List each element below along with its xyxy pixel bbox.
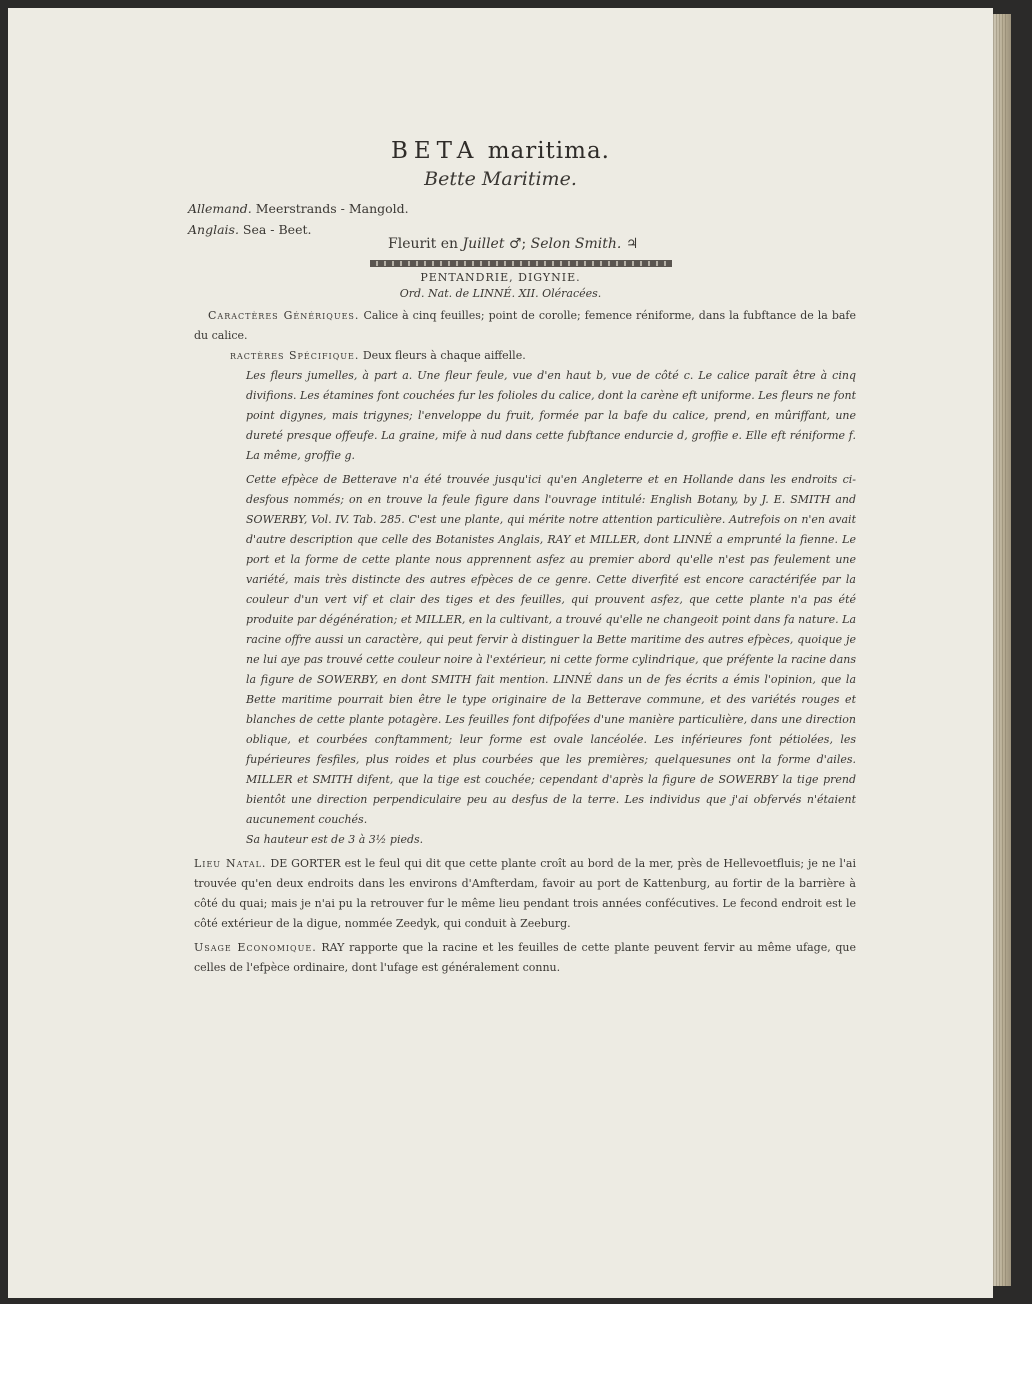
usage-heading: Usage Economique. xyxy=(194,941,317,954)
generic-heading: Caractères Génériques. xyxy=(208,309,360,322)
height-paragraph: Sa hauteur est de 3 à 3½ pieds. xyxy=(246,833,424,846)
usage-text: RAY rapporte que la racine et les feuilles de cette plante peuvent fervir au même ufage, que celles de l'efpèce ordinaire, dont l'ufage est généralement connu. xyxy=(194,941,857,974)
name-english-value: Sea - Beet. xyxy=(242,222,312,237)
page-title xyxy=(8,138,993,164)
habitat-text: DE GORTER est le feul qui dit que cette plante croît au bord de la mer, près de Hellevoetfluis; je ne l'ai trouvée qu'en deux endroits dans les environs d'Amfterdam, favoir au port de Kattenburg, au fortir de la barrière à côté du quai; mais je n'ai pu la retrouver fur le même lieu pendant trois années confécutives. Le fecond endroit est le côté extérieur de la digue, nommée Zeedyk, qui conduit à Zeeburg. xyxy=(194,857,856,930)
description-paragraph: Les fleurs jumelles, à part a. Une fleur feule, vue d'en haut b, vue de côté c. Le calice paraît être à cinq divifions. Les étamines font couchées fur les folioles du calice, dont la carène eft uniforme. Les fleurs ne font point digynes, mais trigynes; l'enveloppe du fruit, formée par la bafe du calice, prend, en mûriffant, une dureté presque offeufe. La graine, mife à nud dans cette fubftance endurcie d, groffie e. Elle eft réniforme f. La même, groffie g. xyxy=(246,369,856,462)
book-page xyxy=(8,8,993,1298)
name-german xyxy=(188,198,409,219)
name-german-value: Meerstrands - Mangold. xyxy=(255,201,409,216)
habitat-paragraph xyxy=(194,854,856,934)
discussion-paragraph: Cette efpèce de Betterave n'a été trouvée jusqu'ici qu'en Angleterre et en Hollande dans les endroits ci-desfous nommés; on en trouve la feule figure dans l'ouvrage intitulé: English Botany, by J. E. SMITH and SOWERBY, Vol. IV. Tab. 285. C'est une plante, qui mérite notre attention particulière. Autrefois on n'en avait d'autre description que celle des Botanistes Anglais, RAY et MILLER, dont LINNÉ a emprunté la fienne. Le port et la forme de cette plante nous apprennent asfez au premier abord qu'elle n'est pas feulement une variété, mais très distincte des autres efpèces de ce genre. Cette diverfité est encore caractérifée par la couleur d'un vert vif et clair des tiges et des feuilles, qui prouvent asfez, que cette plante n'a pas été produite par dégénération; et MILLER, en la cultivant, a trouvé qu'elle ne changeoit point dans fa nature. La racine offre aussi un caractère, qui peut fervir à distinguer la Bette maritime des autres efpèces, quoique je ne lui aye pas trouvé cette couleur noire à l'extérieur, ni cette forme cylindrique, que préfente la racine dans la figure de SOWERBY, en dont SMITH fait mention. LINNÉ dans un de fes écrits a émis l'opinion, que la Bette maritime pourrait bien être le type originaire de la Betterave commune, et des variétés rouges et blanches de cette plante potagère. Les feuilles font difpofées d'une manière particulière, dans une direction oblique, et courbées conftamment; leur forme est ovale lancéolée. Les inférieures font pétiolées, les fupérieures fesfiles, plus roides et plus courbées que les premières; quelquesunes ont la forme d'ailes. MILLER et SMITH difent, que la tige est couchée; cependant d'après la figure de SOWERBY la tige prend bientôt une direction perpendiculaire peu au desfus de la terre. Les individus que j'ai obfervés n'étaient aucunement couchés. xyxy=(246,473,856,826)
flowering-line xyxy=(388,236,638,252)
decorative-rule xyxy=(370,260,672,267)
generic-characters xyxy=(194,306,856,346)
common-names xyxy=(188,198,409,240)
specific-heading: ractères Spécifique. xyxy=(230,349,360,362)
specific-characters xyxy=(194,346,856,366)
flowering-month: Juillet xyxy=(462,236,505,252)
body-text xyxy=(194,306,856,978)
usage-paragraph xyxy=(194,938,856,978)
flowering-source: Selon Smith. xyxy=(530,236,622,252)
specific-text: Deux fleurs à chaque aiffelle. xyxy=(362,349,526,362)
flowering-pre: Fleurit en xyxy=(388,236,459,252)
flowering-symbol-male: ♂; xyxy=(508,236,527,252)
name-english xyxy=(188,219,409,240)
flowering-symbol-perennial: ♃ xyxy=(625,236,639,252)
classification-line-1: PENTANDRIE, DIGYNIE. xyxy=(420,271,581,284)
page-subtitle: Bette Maritime. xyxy=(424,168,577,190)
title-genus: BETA xyxy=(390,138,480,164)
lang-english: Anglais. xyxy=(188,222,239,237)
page-stack-lines xyxy=(993,14,1007,1286)
lang-german: Allemand. xyxy=(188,201,252,216)
title-species: maritima. xyxy=(487,138,610,164)
generic-text: Calice à cinq feuilles; point de corolle; femence réniforme, dans la fubftance de la bafe du calice. xyxy=(194,309,857,342)
habitat-heading: Lieu Natal. xyxy=(194,857,267,870)
classification-line-2: Ord. Nat. de LINNÉ. XII. Oléracées. xyxy=(399,287,602,300)
